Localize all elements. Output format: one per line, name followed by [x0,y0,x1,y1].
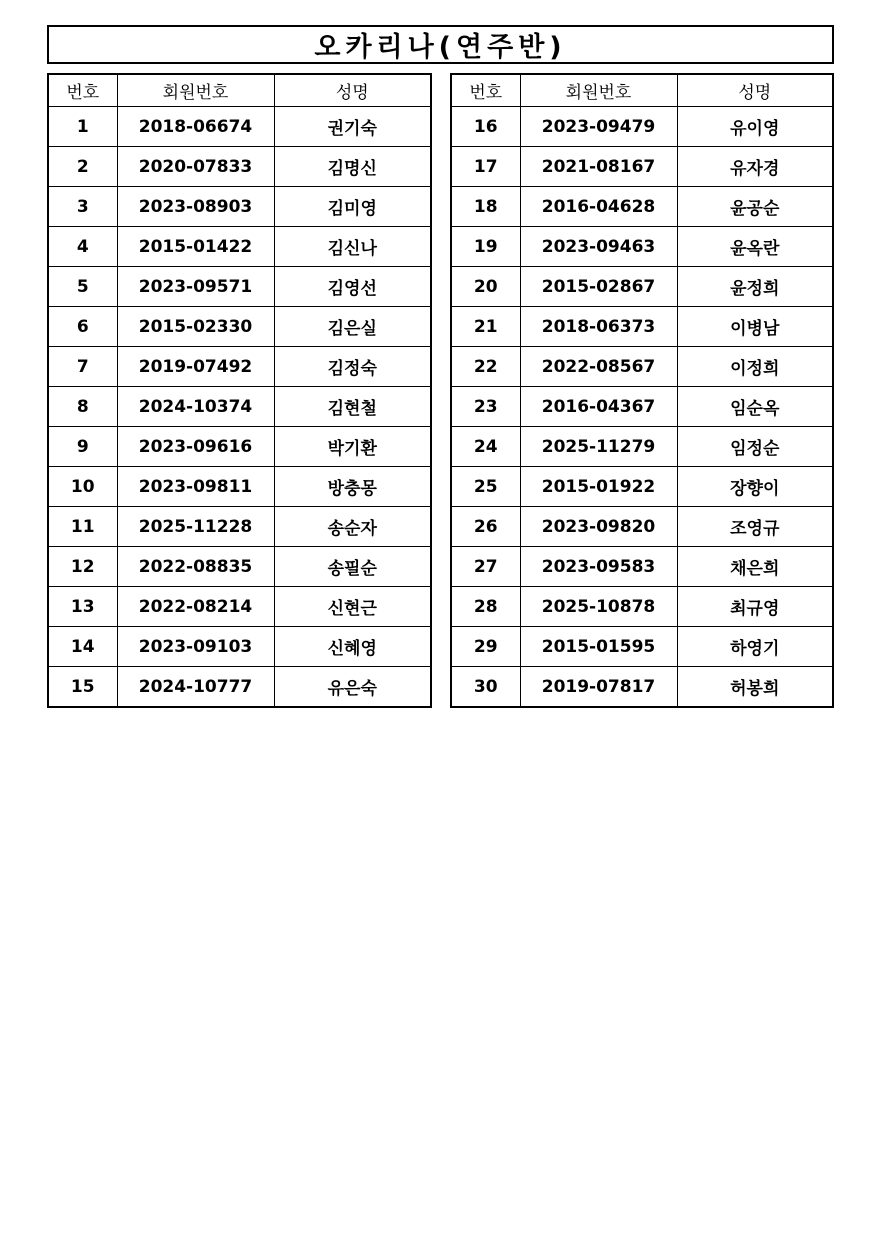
header-no: 번호 [451,74,520,107]
row-number: 18 [451,187,520,227]
table-row [48,507,431,547]
member-name-cell: 채은희 [677,547,833,587]
member-name-cell: 김영선 [274,267,431,307]
row-number: 7 [48,347,117,387]
member-id-cell: 2019-07817 [520,667,677,708]
row-number: 2 [48,147,117,187]
member-name-cell: 권기숙 [274,107,431,147]
member-name-cell: 유자경 [677,147,833,187]
table-row [451,307,833,347]
member-id-cell: 2016-04367 [520,387,677,427]
row-number: 24 [451,427,520,467]
member-id-cell: 2023-09616 [117,427,274,467]
member-id-cell: 2022-08835 [117,547,274,587]
row-number: 26 [451,507,520,547]
member-name-cell: 유은숙 [274,667,431,708]
member-name-cell: 박기환 [274,427,431,467]
row-number: 6 [48,307,117,347]
member-name-cell: 이병남 [677,307,833,347]
table-row [48,187,431,227]
table-row [451,627,833,667]
row-number: 29 [451,627,520,667]
member-id-cell: 2015-01595 [520,627,677,667]
row-number: 10 [48,467,117,507]
member-id-cell: 2023-09583 [520,547,677,587]
member-id-cell: 2015-02867 [520,267,677,307]
member-name-cell: 임순옥 [677,387,833,427]
table-row [451,587,833,627]
member-id-cell: 2025-11228 [117,507,274,547]
table-row [451,427,833,467]
table-row [451,227,833,267]
table-row [48,667,431,708]
member-id-cell: 2025-10878 [520,587,677,627]
row-number: 22 [451,347,520,387]
member-name-cell: 송필순 [274,547,431,587]
member-id-cell: 2025-11279 [520,427,677,467]
table-row [48,387,431,427]
table-row [48,147,431,187]
member-id-cell: 2020-07833 [117,147,274,187]
table-row [451,107,833,147]
row-number: 23 [451,387,520,427]
member-id-cell: 2016-04628 [520,187,677,227]
table-row [48,307,431,347]
row-number: 21 [451,307,520,347]
member-name-cell: 장향이 [677,467,833,507]
table-row [48,347,431,387]
member-id-cell: 2022-08214 [117,587,274,627]
member-id-cell: 2023-09571 [117,267,274,307]
member-id-cell: 2019-07492 [117,347,274,387]
member-name-cell: 김미영 [274,187,431,227]
row-number: 8 [48,387,117,427]
table-row [48,547,431,587]
member-id-cell: 2015-02330 [117,307,274,347]
row-number: 11 [48,507,117,547]
member-id-cell: 2018-06674 [117,107,274,147]
row-number: 28 [451,587,520,627]
table-row [451,467,833,507]
row-number: 17 [451,147,520,187]
row-number: 1 [48,107,117,147]
member-name-cell: 임정순 [677,427,833,467]
member-id-cell: 2024-10777 [117,667,274,708]
row-number: 12 [48,547,117,587]
member-name-cell: 하영기 [677,627,833,667]
member-name-cell: 방충몽 [274,467,431,507]
row-number: 13 [48,587,117,627]
member-id-cell: 2015-01922 [520,467,677,507]
member-id-cell: 2023-08903 [117,187,274,227]
member-id-cell: 2023-09103 [117,627,274,667]
row-number: 25 [451,467,520,507]
member-id-cell: 2023-09463 [520,227,677,267]
member-name-cell: 윤공순 [677,187,833,227]
header-member-id: 회원번호 [520,74,677,107]
table-row [451,667,833,708]
header-name: 성명 [274,74,431,107]
member-id-cell: 2015-01422 [117,227,274,267]
table-row [451,347,833,387]
table-row [451,507,833,547]
member-id-cell: 2021-08167 [520,147,677,187]
table-row [48,587,431,627]
row-number: 9 [48,427,117,467]
member-name-cell: 김현철 [274,387,431,427]
member-name-cell: 최규영 [677,587,833,627]
member-name-cell: 유이영 [677,107,833,147]
row-number: 15 [48,667,117,708]
member-name-cell: 조영규 [677,507,833,547]
member-id-cell: 2024-10374 [117,387,274,427]
member-table-right [450,73,834,708]
table-row [48,267,431,307]
member-table-left [47,73,432,708]
row-number: 14 [48,627,117,667]
page-title: 오카리나(연주반) [47,25,834,64]
table-row [451,547,833,587]
member-name-cell: 허봉희 [677,667,833,708]
row-number: 19 [451,227,520,267]
table-row [451,187,833,227]
member-id-cell: 2018-06373 [520,307,677,347]
row-number: 4 [48,227,117,267]
table-row [48,227,431,267]
table-row [48,427,431,467]
table-row [451,387,833,427]
table-row [451,147,833,187]
member-name-cell: 신현근 [274,587,431,627]
header-member-id: 회원번호 [117,74,274,107]
table-header-row [451,74,833,107]
member-name-cell: 신혜영 [274,627,431,667]
table-header-row [48,74,431,107]
row-number: 16 [451,107,520,147]
header-no: 번호 [48,74,117,107]
member-name-cell: 이정희 [677,347,833,387]
member-name-cell: 윤옥란 [677,227,833,267]
member-name-cell: 김은실 [274,307,431,347]
member-name-cell: 김정숙 [274,347,431,387]
member-id-cell: 2023-09811 [117,467,274,507]
member-name-cell: 송순자 [274,507,431,547]
member-id-cell: 2022-08567 [520,347,677,387]
row-number: 27 [451,547,520,587]
header-name: 성명 [677,74,833,107]
member-name-cell: 김신나 [274,227,431,267]
table-row [48,107,431,147]
table-row [48,627,431,667]
member-id-cell: 2023-09820 [520,507,677,547]
member-name-cell: 윤정희 [677,267,833,307]
table-row [48,467,431,507]
member-id-cell: 2023-09479 [520,107,677,147]
row-number: 30 [451,667,520,708]
member-name-cell: 김명신 [274,147,431,187]
row-number: 5 [48,267,117,307]
row-number: 20 [451,267,520,307]
row-number: 3 [48,187,117,227]
table-row [451,267,833,307]
